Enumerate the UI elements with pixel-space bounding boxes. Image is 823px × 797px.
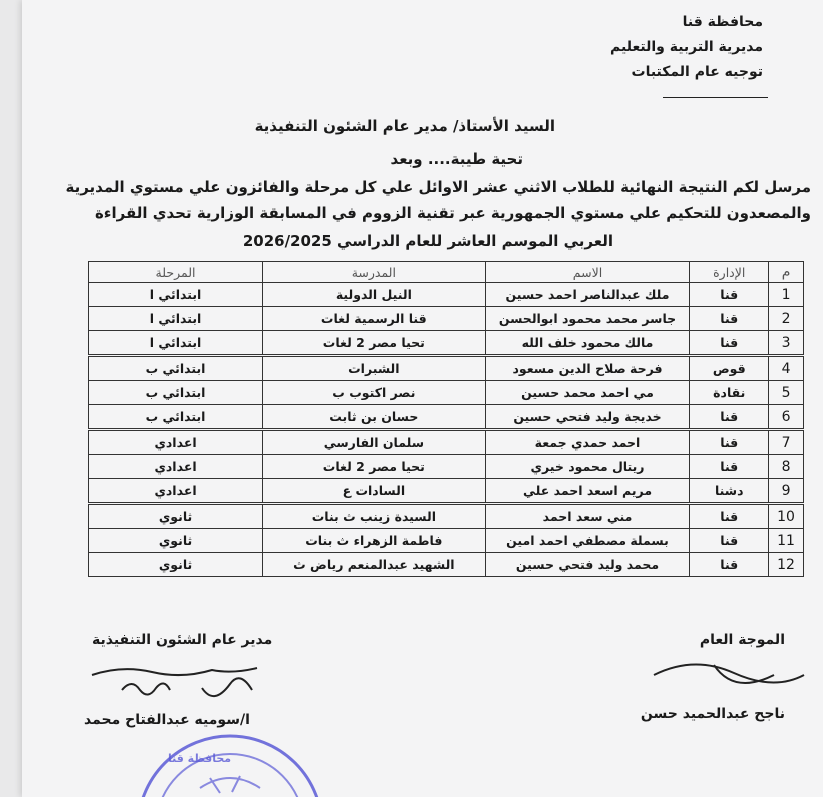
row-name: خديجة وليد فتحي حسين [485, 405, 690, 430]
row-admin: قنا [690, 307, 769, 331]
row-number: 9 [769, 479, 804, 504]
addressee: السيد الأستاذ/ مدير عام الشئون التنفيذية [254, 117, 555, 135]
row-admin: دشنا [690, 479, 769, 504]
table-row [89, 405, 804, 430]
row-school: تحيا مصر 2 لغات [263, 455, 486, 479]
row-admin: قنا [690, 553, 769, 577]
header-administration: الإدارة [690, 262, 769, 283]
row-name: فرحة صلاح الدين مسعود [485, 356, 690, 381]
row-stage: ابتدائي ب [89, 381, 263, 405]
row-stage: ثانوي [89, 504, 263, 529]
body-line-1: مرسل لكم النتيجة النهائية للطلاب الاثني عشر الاوائل علي كل مرحلة والفائزون علي مستوي المديرية [65, 178, 811, 196]
row-school: السيدة زينب ث بنات [263, 504, 486, 529]
row-name: مي احمد محمد حسين [485, 381, 690, 405]
greeting: تحية طيبة.... وبعد [390, 150, 523, 168]
row-school: تحيا مصر 2 لغات [263, 331, 486, 356]
row-admin: قنا [690, 283, 769, 307]
table-row [89, 430, 804, 455]
table-row [89, 283, 804, 307]
row-school: قنا الرسمية لغات [263, 307, 486, 331]
header-stage: المرحلة [89, 262, 263, 283]
row-name: مالك محمود خلف الله [485, 331, 690, 356]
table-row [89, 356, 804, 381]
table-row [89, 479, 804, 504]
row-stage: ابتدائي ب [89, 405, 263, 430]
row-admin: قنا [690, 430, 769, 455]
stamp-text: محافظة قنا [168, 752, 232, 765]
right-signatory-title: الموجة العام [699, 632, 785, 648]
header-name: الاسم [485, 262, 690, 283]
header-governorate: محافظة قنا [682, 14, 763, 30]
row-name: مني سعد احمد [485, 504, 690, 529]
row-school: الشهيد عبدالمنعم رياض ث [263, 553, 486, 577]
body-line-2: والمصعدون للتحكيم علي مستوي الجمهورية عبر تقنية الزووم في المسابقة الوزارية تحدي القراءة [94, 204, 811, 222]
header-number: م [769, 262, 804, 283]
body-line-3: العربي الموسم العاشر للعام الدراسي 2026/2025 [242, 232, 613, 250]
row-admin: قنا [690, 529, 769, 553]
header-underline [663, 97, 768, 98]
row-name: احمد حمدي جمعة [485, 430, 690, 455]
row-stage: ابتدائي ب [89, 356, 263, 381]
row-admin: قنا [690, 331, 769, 356]
row-school: النيل الدولية [263, 283, 486, 307]
row-stage: ابتدائي ا [89, 283, 263, 307]
row-admin: نقادة [690, 381, 769, 405]
row-number: 5 [769, 381, 804, 405]
row-school: الشبرات [263, 356, 486, 381]
row-admin: قنا [690, 455, 769, 479]
row-stage: اعدادي [89, 430, 263, 455]
row-name: مريم اسعد احمد علي [485, 479, 690, 504]
row-stage: ثانوي [89, 553, 263, 577]
left-signatory-name: ا/سوميه عبدالفتاح محمد [84, 712, 250, 728]
row-admin: قنا [690, 405, 769, 430]
row-school: السادات ع [263, 479, 486, 504]
table-header-row [89, 262, 804, 283]
row-stage: اعدادي [89, 455, 263, 479]
row-number: 2 [769, 307, 804, 331]
table-row [89, 529, 804, 553]
row-name: ملك عبدالناصر احمد حسين [485, 283, 690, 307]
header-department: توجيه عام المكتبات [631, 64, 763, 80]
header-school: المدرسة [263, 262, 486, 283]
row-number: 8 [769, 455, 804, 479]
row-number: 6 [769, 405, 804, 430]
results-table [88, 261, 804, 577]
row-admin: قوص [690, 356, 769, 381]
row-number: 10 [769, 504, 804, 529]
row-number: 12 [769, 553, 804, 577]
row-school: سلمان الفارسي [263, 430, 486, 455]
row-number: 7 [769, 430, 804, 455]
table-row [89, 307, 804, 331]
row-name: محمد وليد فتحي حسين [485, 553, 690, 577]
right-signature-scrawl [644, 645, 823, 705]
row-name: جاسر محمد محمود ابوالحسن [485, 307, 690, 331]
left-signatory-title: مدير عام الشئون التنفيذية [92, 632, 273, 648]
right-signatory-name: ناجح عبدالحميد حسن [640, 706, 785, 722]
row-admin: قنا [690, 504, 769, 529]
row-name: بسملة مصطفي احمد امين [485, 529, 690, 553]
left-signature-scrawl [82, 650, 282, 710]
row-number: 1 [769, 283, 804, 307]
row-school: نصر اكتوب ب [263, 381, 486, 405]
row-stage: ابتدائي ا [89, 307, 263, 331]
table-row [89, 455, 804, 479]
table-row [89, 504, 804, 529]
row-name: ريتال محمود خيري [485, 455, 690, 479]
row-school: فاطمة الزهراء ث بنات [263, 529, 486, 553]
row-number: 11 [769, 529, 804, 553]
row-stage: اعدادي [89, 479, 263, 504]
table-row [89, 381, 804, 405]
header-directorate: مديرية التربية والتعليم [610, 39, 763, 55]
row-stage: ابتدائي ا [89, 331, 263, 356]
row-number: 3 [769, 331, 804, 356]
table-row [89, 553, 804, 577]
row-number: 4 [769, 356, 804, 381]
row-stage: ثانوي [89, 529, 263, 553]
row-school: حسان بن ثابت [263, 405, 486, 430]
table-row [89, 331, 804, 356]
